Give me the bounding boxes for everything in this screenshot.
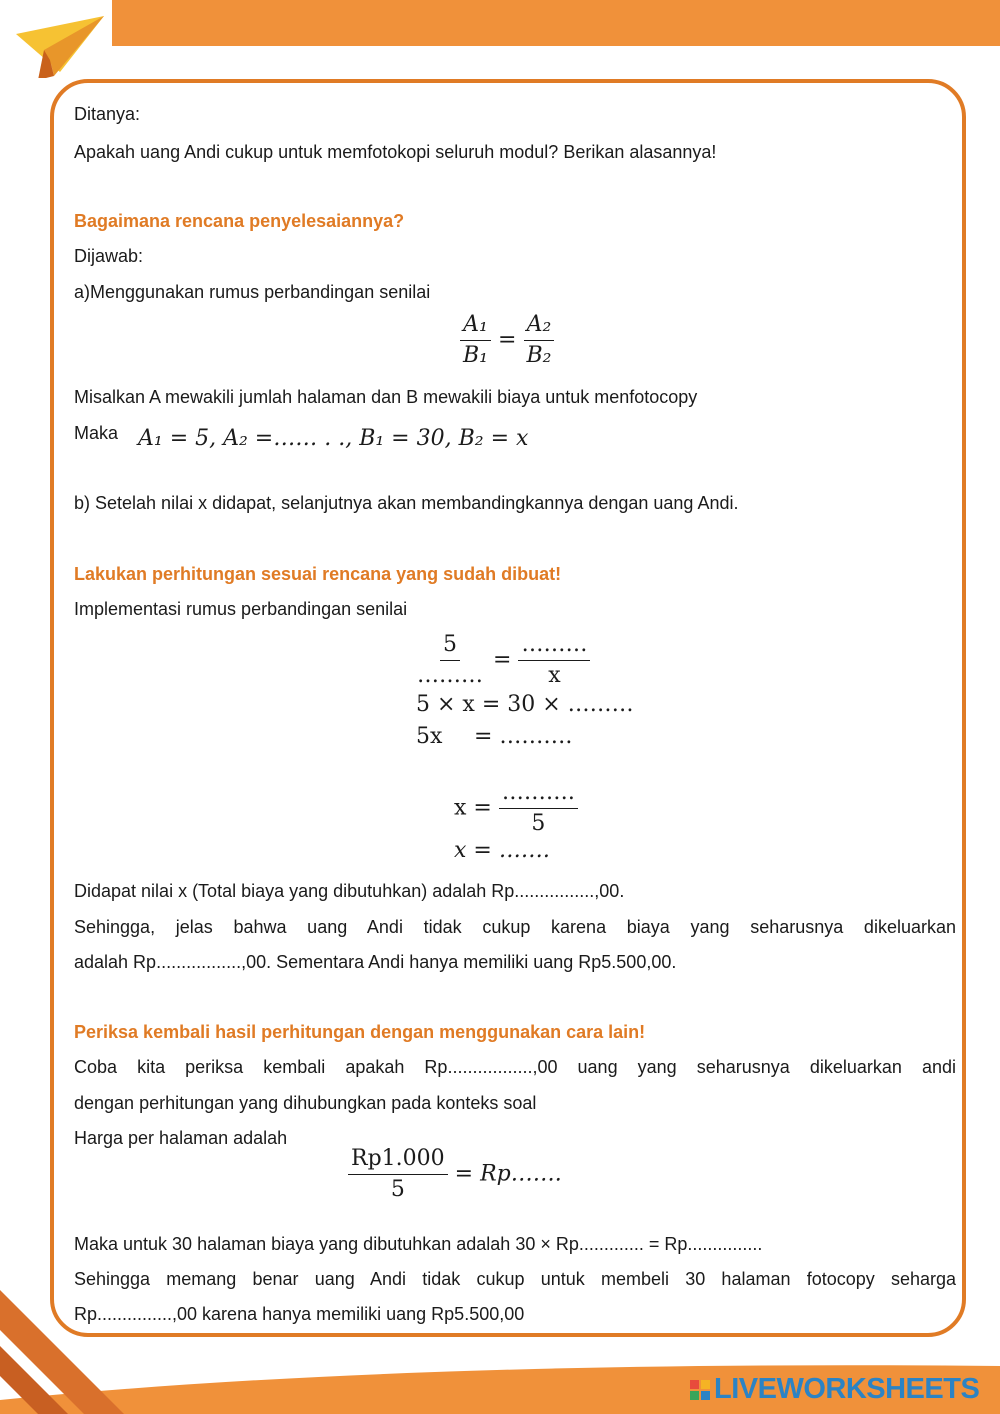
logo-squares-icon (690, 1380, 710, 1400)
misalkan-text: Misalkan A mewakili jumlah halaman dan B mewakili biaya untuk menfotocopy (74, 387, 698, 407)
coba-line-2: dengan perhitungan yang dihubungkan pada konteks soal (74, 1093, 537, 1113)
harga-fraction-rhs: = Rp……. (454, 1161, 562, 1187)
x-fraction-lhs: x = (454, 795, 492, 821)
final-line-1: Sehingga memang benar uang Andi tidak cukup untuk membeli 30 halaman fotocopy seharga (74, 1269, 956, 1289)
harga-fraction-den: 5 (390, 1177, 405, 1202)
heading-plan: Bagaimana rencana penyelesaiannya? (74, 211, 405, 231)
sehingga-line-1: Sehingga, jelas bahwa uang Andi tidak cukup karena biaya yang seharusnya dikeluarkan (74, 917, 956, 937)
harga-fraction-num: Rp1.000 (348, 1146, 448, 1175)
ratio-den-left: ……… (417, 663, 483, 688)
heading-check: Periksa kembali hasil perhitungan dengan menggunakan cara lain! (74, 1022, 646, 1042)
ratio-den-right: x (548, 663, 561, 688)
liveworksheets-logo (690, 1373, 979, 1406)
step-a-text: a)Menggunakan rumus perbandingan senilai (74, 282, 431, 302)
harga-fraction-equation (348, 1146, 562, 1203)
implementasi-text: Implementasi rumus perbandingan senilai (74, 599, 408, 619)
formula-den-right: B₂ (526, 343, 552, 368)
ratio-num-right: ……… (518, 632, 590, 661)
step-b-text: b) Setelah nilai x didapat, selanjutnya akan membandingkannya dengan uang Andi. (74, 493, 739, 513)
five-x-rhs: = ………. (474, 724, 573, 749)
ditanya-label: Ditanya: (74, 104, 141, 124)
maka-30-text: Maka untuk 30 halaman biaya yang dibutuhkan adalah 30 × Rp............. = Rp............... (74, 1234, 763, 1254)
x-fraction-equation (454, 780, 578, 837)
ratio-equation (414, 632, 590, 689)
ratio-eq: = (493, 647, 512, 673)
top-orange-bar (112, 0, 1000, 46)
x-result-line: x = ……. (454, 838, 550, 863)
question-text: Apakah uang Andi cukup untuk memfotokopi seluruh modul? Berikan alasannya! (74, 142, 717, 162)
formula-num-right: A₂ (524, 312, 555, 341)
logo-text: LIVEWORKSHEETS (714, 1373, 980, 1405)
formula-proportion (460, 312, 554, 369)
harga-label: Harga per halaman adalah (74, 1128, 288, 1148)
final-line-2: Rp...............,00 karena hanya memiliki uang Rp5.500,00 (74, 1304, 525, 1324)
assignment-equation: A₁ = 5, A₂ =…… . ., B₁ = 30, B₂ = x (138, 426, 529, 451)
x-fraction-den: 5 (531, 811, 546, 836)
five-x-lhs: 5x (416, 724, 443, 749)
sehingga-line-2: adalah Rp.................,00. Sementara Andi hanya memiliki uang Rp5.500,00. (74, 952, 677, 972)
formula-den-left: B₁ (463, 343, 488, 368)
formula-eq: = (498, 327, 517, 353)
coba-line-1: Coba kita periksa kembali apakah Rp.................,00 uang yang seharusnya dikeluarkan andi (74, 1057, 956, 1077)
dijawab-label: Dijawab: (74, 246, 144, 266)
x-fraction-num: ………. (499, 780, 578, 809)
ratio-num-left: 5 (440, 632, 460, 661)
cross-multiply-line: 5 × x = 30 × ……… (416, 692, 634, 717)
heading-calc: Lakukan perhitungan sesuai rencana yang sudah dibuat! (74, 564, 562, 584)
formula-num-left: A₁ (460, 312, 491, 341)
maka-label: Maka (74, 423, 119, 443)
paper-plane-icon (14, 12, 106, 78)
didapat-text: Didapat nilai x (Total biaya yang dibutuhkan) adalah Rp................,00. (74, 881, 625, 901)
